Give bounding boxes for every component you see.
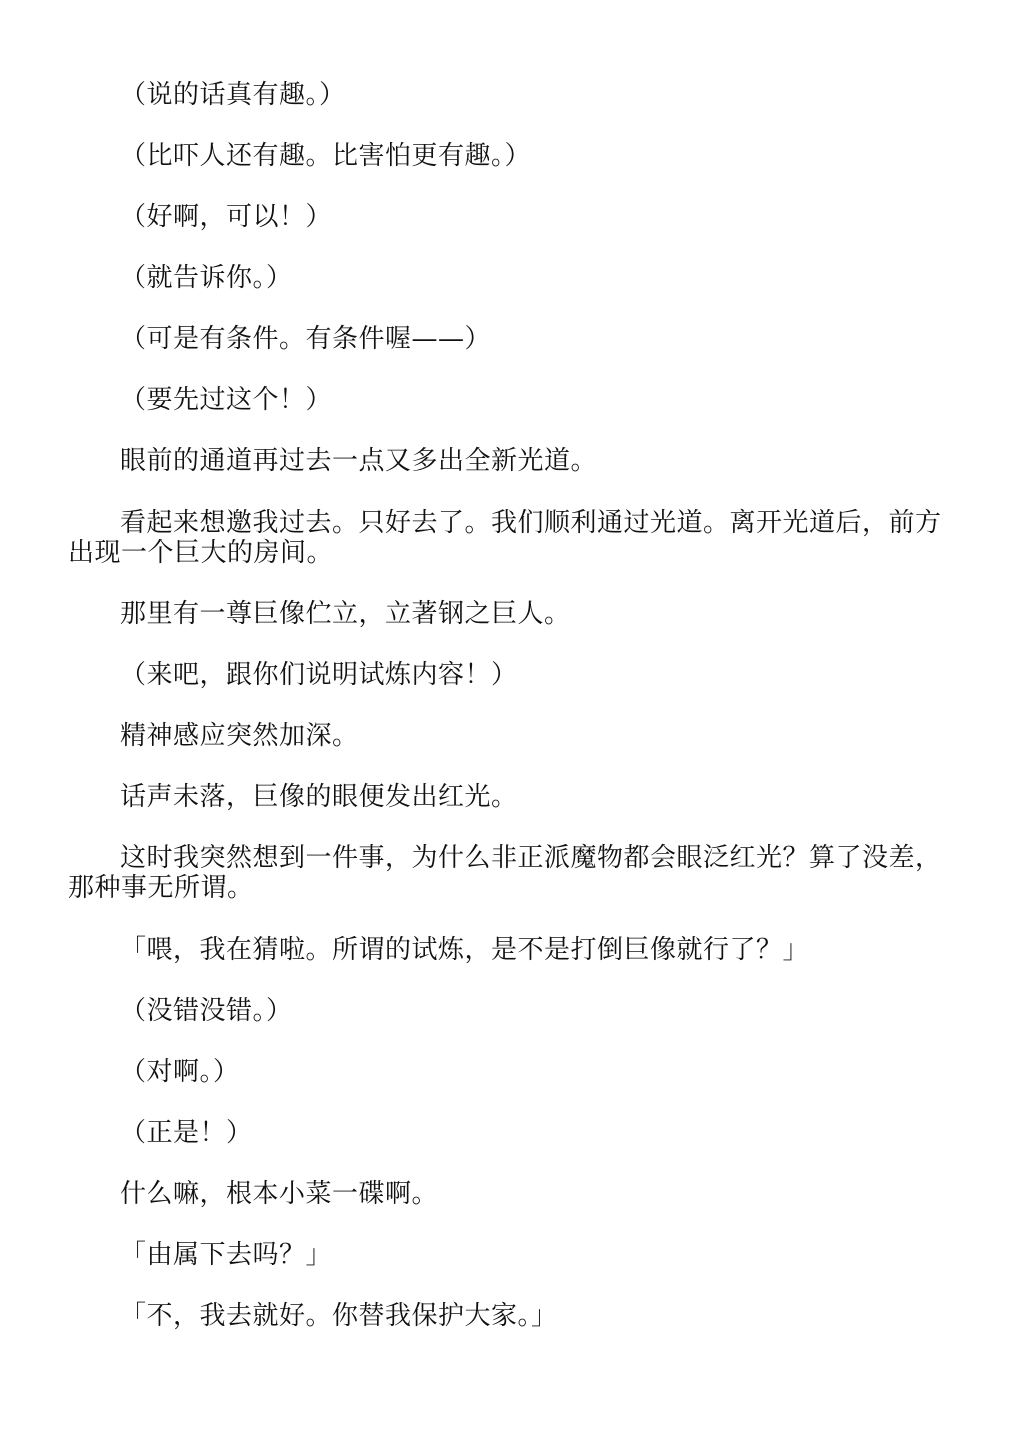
paragraph-6: （要先过这个！） [120,385,333,415]
paragraph-1: （说的话真有趣。） [120,80,346,110]
paragraph-19: 「由属下去吗？」 [120,1240,333,1270]
paragraph-18: 什么嘛，根本小菜一碟啊。 [120,1179,439,1209]
paragraph-15: （没错没错。） [120,996,293,1026]
paragraph-17: （正是！） [120,1118,253,1148]
paragraph-14: 「喂，我在猜啦。所谓的试炼，是不是打倒巨像就行了？」 [120,935,810,965]
paragraph-16: （对啊。） [120,1057,240,1087]
paragraph-11: 精神感应突然加深。 [120,721,359,751]
paragraph-10: （来吧，跟你们说明试炼内容！） [120,660,518,690]
paragraph-5: （可是有条件。有条件喔——） [120,324,492,354]
paragraph-13: 这时我突然想到一件事，为什么非正派魔物都会眼泛红光？算了没差，那种事无所谓。 [68,843,942,903]
paragraph-9: 那里有一尊巨像伫立，立著钢之巨人。 [120,599,571,629]
paragraph-8: 看起来想邀我过去。只好去了。我们顺利通过光道。离开光道后，前方出现一个巨大的房间。 [68,508,942,568]
paragraph-20: 「不，我去就好。你替我保护大家。」 [120,1301,558,1331]
paragraph-12: 话声未落，巨像的眼便发出红光。 [120,782,518,812]
paragraph-3: （好啊，可以！） [120,202,333,232]
paragraph-7: 眼前的通道再过去一点又多出全新光道。 [120,446,598,476]
paragraph-4: （就告诉你。） [120,263,293,293]
paragraph-2: （比吓人还有趣。比害怕更有趣。） [120,141,532,171]
